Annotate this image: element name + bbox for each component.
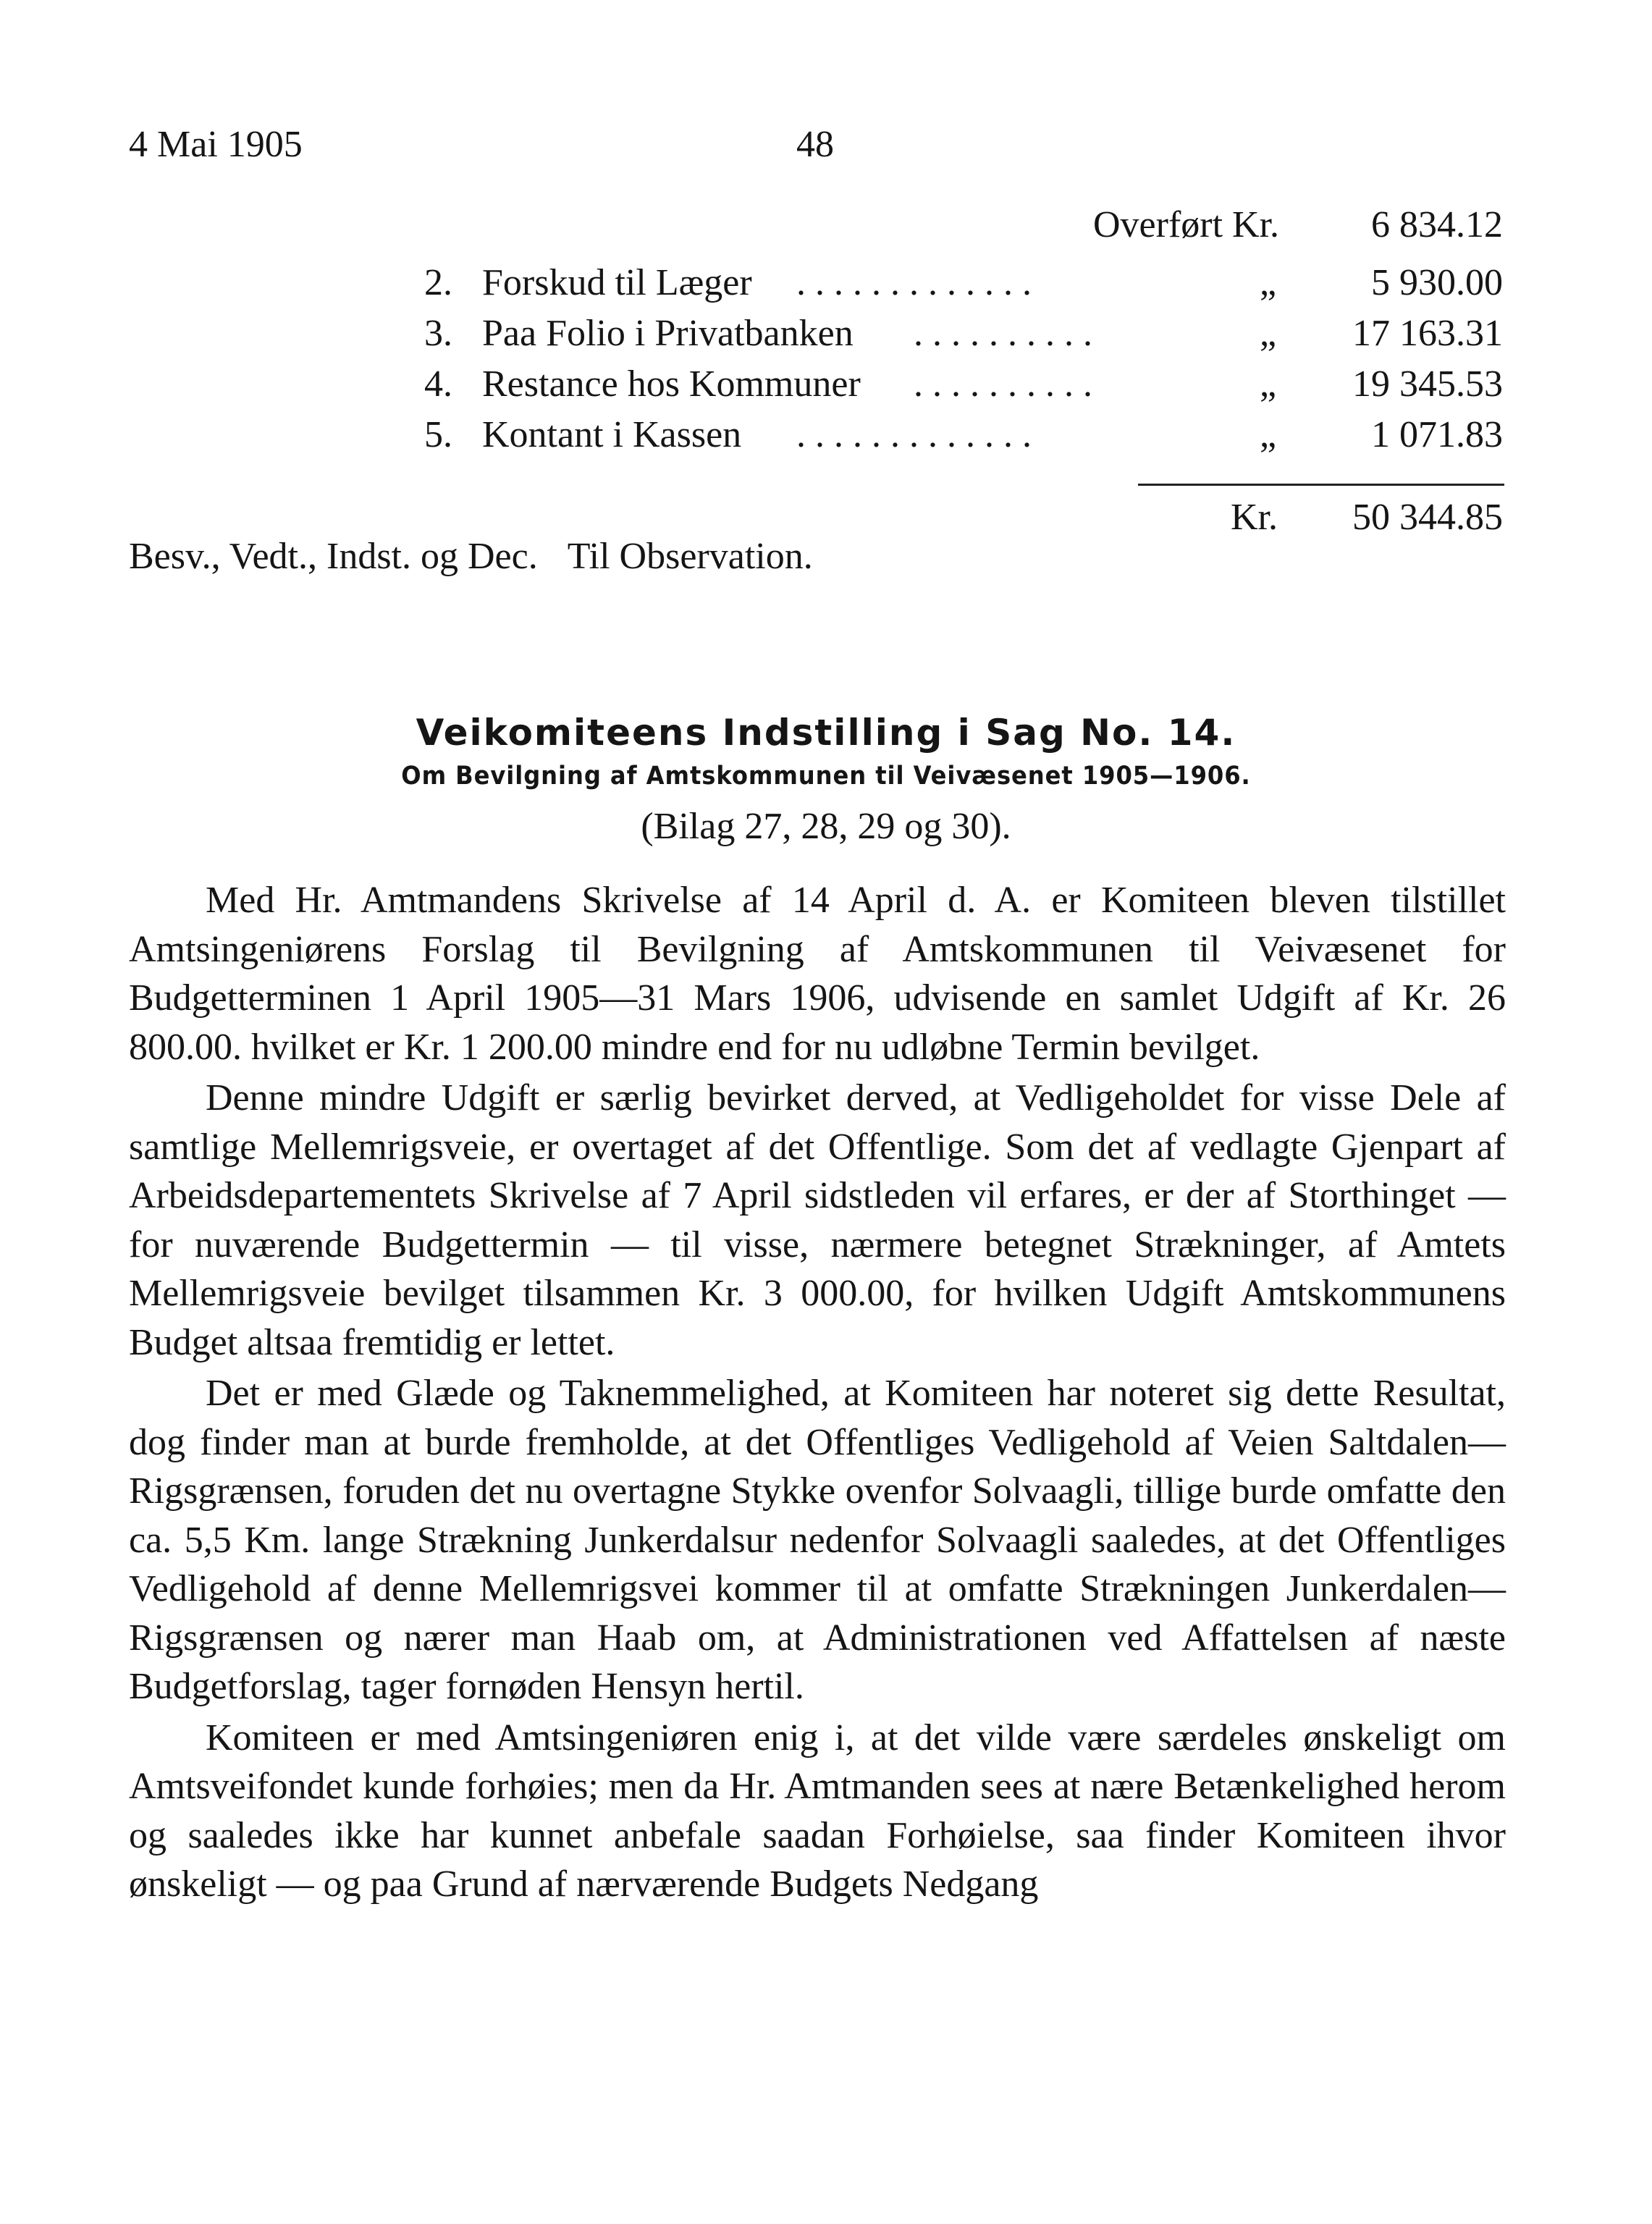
row-amount: 5 930.00 <box>1371 262 1503 303</box>
decision-text: Besv., Vedt., Indst. og Dec. <box>129 536 538 577</box>
row-number: 3. <box>424 313 452 354</box>
section-title: Veikomiteens Indstilling i Sag No. 14. <box>416 712 1236 754</box>
account-row <box>0 411 1652 459</box>
header-date: 4 Mai 1905 <box>129 124 303 165</box>
account-row <box>0 259 1652 307</box>
leader-dots: ............. <box>796 414 1041 455</box>
row-label: Paa Folio i Privatbanken <box>482 313 854 354</box>
paragraph: Komiteen er med Amtsingeniøren enig i, at det vilde være særdeles ønskeligt om Amtsveifondet kunde forhøies; men da Hr. Amtmanden sees at nære Betænkelighed herom og saaledes ikke har kunnet anbefale saadan Forhøielse, saa finder Komiteen ihvor ønskeligt — og paa Grund af nærværende Budgets Nedgang <box>129 1717 1506 1905</box>
carry-amount: 6 834.12 <box>1371 204 1503 245</box>
account-row <box>0 310 1652 358</box>
row-amount: 19 345.53 <box>1352 363 1503 405</box>
row-label: Forskud til Læger <box>482 262 752 303</box>
leader-dots: .......... <box>914 313 1102 354</box>
ditto-mark: „ <box>1260 262 1277 303</box>
body-text <box>129 876 1506 1911</box>
ditto-mark: „ <box>1260 313 1277 354</box>
paragraph: Med Hr. Amtmandens Skrivelse af 14 April d. A. er Komiteen bleven tilstillet Amtsingeniørens Forslag til Bevilgning af Amtskommunen til Veivæsenet for Budgetterminen 1 April 1905—31 Mars 1906, udvisende en samlet Udgift af Kr. 26 800.00. hvilket er Kr. 1 200.00 mindre end for nu udløbne Termin bevilget. <box>129 880 1506 1068</box>
row-label: Restance hos Kommuner <box>482 363 861 405</box>
row-amount: 1 071.83 <box>1371 414 1503 455</box>
decision-line <box>129 533 813 581</box>
total-label: Kr. <box>1231 497 1278 538</box>
section-subtitle: Om Bevilgning af Amtskommunen til Veivæsenet 1905—1906. <box>401 762 1251 791</box>
row-number: 4. <box>424 363 452 405</box>
leader-dots: ............. <box>796 262 1041 303</box>
total-rule <box>1138 484 1504 486</box>
paragraph: Denne mindre Udgift er særlig bevirket derved, at Vedligeholdet for visse Dele af samtlige Mellemrigsveie, er overtaget af det Offentlige. Som det af vedlagte Gjenpart af Arbeidsdepartementets Skrivelse af 7 April sidstleden vil erfares, er der af Storthinget — for nuværende Budgettermin — til visse, nærmere betegnet Strækninger, af Amtets Mellemrigsveie bevilget tilsammen Kr. 3 000.00, for hvilken Udgift Amtskommunens Budget altsaa fremtidig er lettet. <box>129 1077 1506 1363</box>
paragraph: Det er med Glæde og Taknemmelighed, at Komiteen har noteret sig dette Resultat, dog finder man at burde fremholde, at det Offentliges Vedligehold af Veien Saltdalen—Rigsgrænsen, foruden det nu overtagne Stykke ovenfor Solvaagli, tillige burde omfatte den ca. 5,5 Km. lange Strækning Junkerdalsur nedenfor Solvaagli saaledes, at det Offentliges Vedligehold af denne Mellemrigsvei kommer til at omfatte Strækningen Junkerdalen—Rigsgrænsen og nærer man Haab om, at Administrationen ved Affattelsen af næste Budgetforslag, tager fornøden Hensyn hertil. <box>129 1373 1506 1707</box>
page-number: 48 <box>796 124 834 165</box>
decision-note: Til Observation. <box>567 536 813 577</box>
ditto-mark: „ <box>1260 414 1277 455</box>
row-number: 5. <box>424 414 452 455</box>
row-number: 2. <box>424 262 452 303</box>
row-amount: 17 163.31 <box>1352 313 1503 354</box>
ditto-mark: „ <box>1260 363 1277 405</box>
account-row <box>0 361 1652 408</box>
total-amount: 50 344.85 <box>1352 497 1503 538</box>
carry-row <box>0 201 1652 249</box>
leader-dots: .......... <box>914 363 1102 405</box>
attachment-reference: (Bilag 27, 28, 29 og 30). <box>641 806 1011 847</box>
carry-label: Overført Kr. <box>1093 204 1280 245</box>
row-label: Kontant i Kassen <box>482 414 742 455</box>
